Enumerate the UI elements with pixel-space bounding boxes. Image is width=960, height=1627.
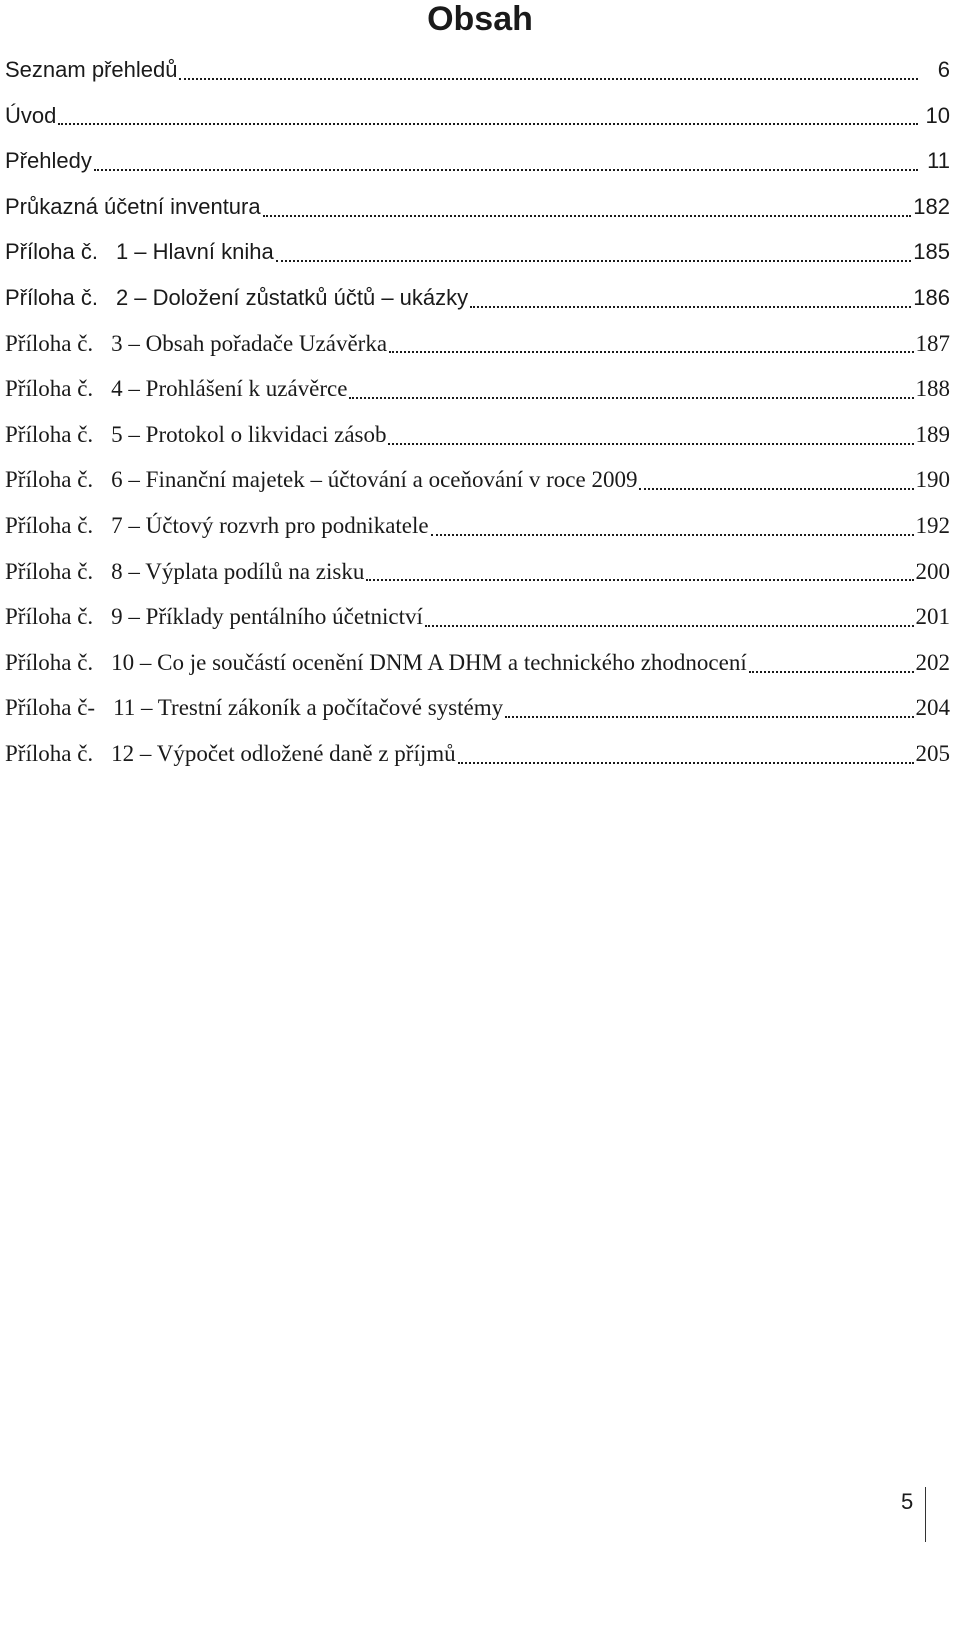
toc-entry-prefix: Příloha č. (5, 467, 94, 493)
toc-entry[interactable] (5, 412, 950, 458)
toc-entry-label (5, 503, 429, 549)
toc-entry-title: 8 – Výplata podílů na zisku (111, 558, 365, 584)
toc-entry-title: 4 – Prohlášení k uzávěrce (111, 376, 348, 402)
toc-entry-page-number: 200 (915, 558, 950, 584)
toc-entry-label (5, 184, 261, 230)
toc-entry-prefix: Příloha č. (5, 740, 94, 766)
toc-entry-page-number: 186 (913, 284, 950, 310)
dot-leader (58, 109, 918, 129)
toc-entry-title: 3 – Obsah pořadače Uzávěrka (111, 330, 388, 356)
toc-entry-prefix: Seznam přehledů (5, 57, 178, 82)
toc-entry-page-number: 204 (915, 695, 950, 721)
toc-entry-label (5, 47, 177, 93)
toc-entry[interactable] (5, 549, 950, 595)
toc-entry-label (5, 275, 468, 321)
toc-entry-title: 10 – Co je součástí ocenění DNM A DHM a technického zhodnocení (111, 649, 747, 675)
toc-entry-label (5, 412, 386, 458)
table-of-contents (5, 47, 950, 777)
toc-entry[interactable] (5, 685, 950, 731)
dot-leader (349, 383, 913, 403)
toc-entry-title: 7 – Účtový rozvrh pro podnikatele (111, 512, 429, 538)
dot-leader (458, 748, 914, 768)
dot-leader (470, 292, 911, 312)
page-number: 5 (901, 1489, 914, 1514)
dot-leader (505, 702, 913, 722)
toc-entry-label (5, 549, 364, 595)
toc-entry-label (5, 731, 456, 777)
toc-entry[interactable] (5, 503, 950, 549)
toc-entry[interactable] (5, 640, 950, 686)
toc-entry-page-number: 192 (915, 512, 950, 538)
toc-entry[interactable] (5, 366, 950, 412)
toc-entry[interactable] (5, 138, 950, 184)
toc-entry-prefix: Příloha č. (5, 330, 94, 356)
toc-entry-label (5, 93, 56, 139)
toc-entry-title: 2 – Doložení zůstatků účtů – ukázky (115, 284, 469, 310)
toc-entry[interactable] (5, 229, 950, 275)
toc-entry-page-number: 6 (937, 57, 950, 82)
toc-entry[interactable] (5, 47, 950, 93)
toc-entry-label (5, 138, 92, 184)
toc-entry[interactable] (5, 275, 950, 321)
toc-entry-prefix: Úvod (5, 102, 57, 128)
toc-entry-prefix: Příloha č. (5, 239, 98, 265)
toc-entry-title: 11 – Trestní zákoník a počítačové systémy (113, 695, 504, 721)
toc-entry-label (5, 229, 274, 275)
toc-entry-label (5, 457, 637, 503)
toc-entry-prefix: Přehledy (5, 148, 92, 174)
dot-leader (94, 155, 918, 175)
dot-leader (389, 337, 913, 357)
toc-entry-prefix: Příloha č. (5, 284, 98, 310)
toc-entry-prefix: Příloha č. (5, 558, 94, 584)
toc-entry-label (5, 594, 423, 640)
toc-entry-prefix: Příloha č. (5, 421, 94, 447)
dot-leader (276, 246, 912, 266)
toc-entry-page-number: 10 (925, 102, 950, 128)
toc-entry[interactable] (5, 731, 950, 777)
toc-entry-page-number: 205 (915, 740, 950, 766)
toc-entry-page-number: 182 (913, 193, 950, 219)
toc-entry-page-number: 202 (915, 649, 950, 675)
toc-entry-prefix: Příloha č. (5, 649, 94, 675)
toc-entry-prefix: Příloha č. (5, 604, 94, 630)
toc-entry-page-number: 201 (915, 604, 950, 630)
toc-entry-title: 5 – Protokol o likvidaci zásob (111, 421, 387, 447)
toc-entry[interactable] (5, 93, 950, 139)
toc-entry[interactable] (5, 457, 950, 503)
toc-entry-prefix: Příloha č- (5, 695, 96, 721)
toc-entry-title: 6 – Finanční majetek – účtování a oceňování v roce 2009 (111, 467, 638, 493)
toc-entry-page-number: 189 (915, 421, 950, 447)
toc-entry[interactable] (5, 184, 950, 230)
toc-entry-label (5, 685, 503, 731)
toc-entry-title: 1 – Hlavní kniha (115, 239, 274, 265)
toc-entry[interactable] (5, 594, 950, 640)
page-number-rule (925, 1487, 926, 1542)
toc-entry-page-number: 187 (915, 330, 950, 356)
dot-leader (388, 429, 913, 449)
toc-entry-prefix: Příloha č. (5, 512, 94, 538)
dot-leader (639, 474, 913, 494)
dot-leader (749, 657, 914, 677)
dot-leader (425, 611, 914, 631)
toc-entry-prefix: Průkazná účetní inventura (5, 193, 261, 219)
toc-entry-label (5, 640, 747, 686)
dot-leader (366, 565, 913, 585)
dot-leader (431, 520, 914, 540)
toc-entry-prefix: Příloha č. (5, 376, 94, 402)
toc-entry[interactable] (5, 321, 950, 367)
dot-leader (179, 64, 918, 84)
toc-entry-page-number: 11 (927, 148, 950, 174)
toc-entry-page-number: 188 (915, 376, 950, 402)
dot-leader (263, 201, 912, 221)
toc-entry-label (5, 321, 387, 367)
toc-entry-page-number: 190 (915, 467, 950, 493)
toc-entry-title: 9 – Příklady pentálního účetnictví (111, 604, 423, 630)
toc-entry-label (5, 366, 347, 412)
toc-entry-title: 12 – Výpočet odložené daně z příjmů (111, 740, 456, 766)
toc-entry-page-number: 185 (913, 239, 950, 265)
page-title: Obsah (427, 0, 533, 38)
